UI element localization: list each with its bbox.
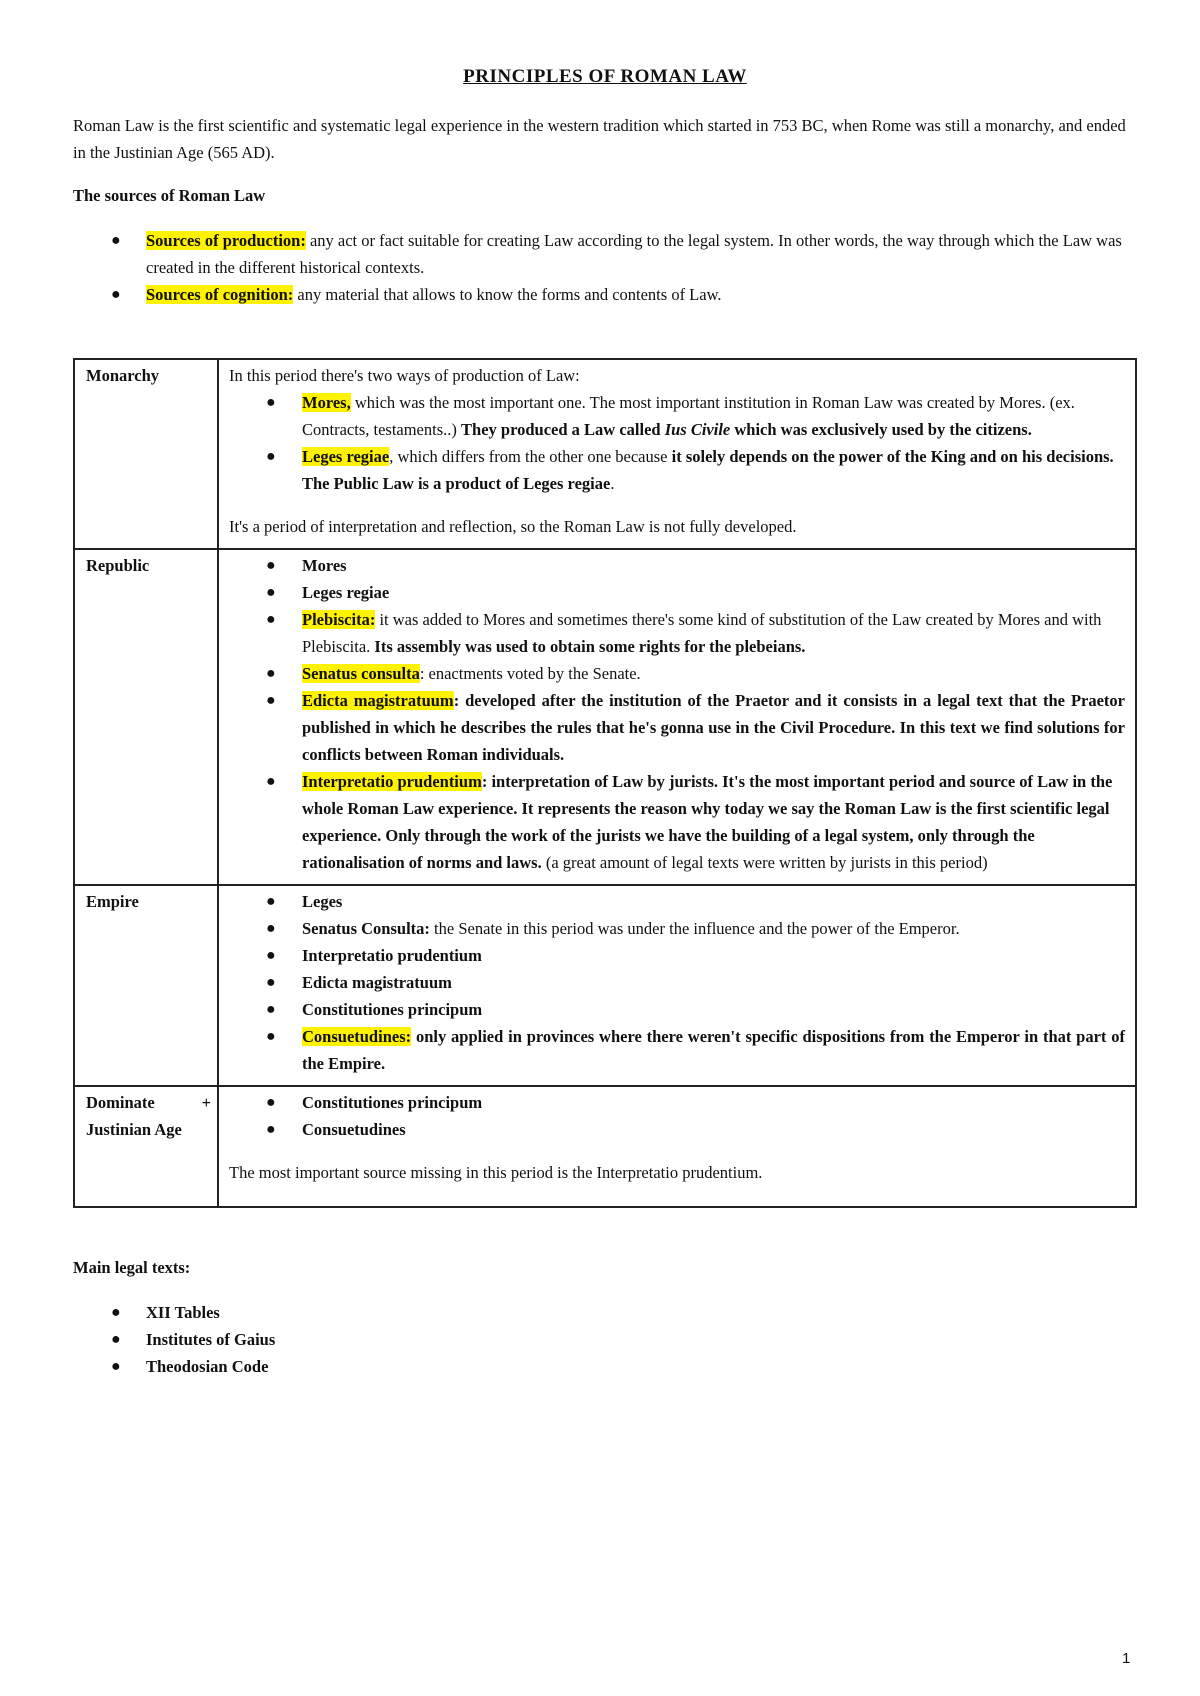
bullet-icon: ● (266, 557, 276, 574)
highlighted-term: Interpretatio prudentium (302, 772, 482, 791)
list-item (229, 1116, 1125, 1143)
list-item (229, 996, 1125, 1023)
sources-cell (218, 885, 1136, 1086)
sources-heading: The sources of Roman Law (73, 186, 266, 205)
item-bold-text: Senatus Consulta: (302, 919, 430, 938)
highlighted-term: Plebiscita: (302, 610, 376, 629)
list-item (73, 1299, 1137, 1326)
spacer (229, 1143, 1125, 1159)
list-item (229, 915, 1125, 942)
list-item (229, 443, 1125, 497)
bullet-icon: ● (266, 665, 276, 682)
main-texts-list (73, 1299, 1137, 1380)
highlighted-term: Leges regiae (302, 447, 390, 466)
bullet-icon: ● (111, 1358, 121, 1375)
table-row-republic (74, 549, 1136, 885)
list-item-text: XII Tables (146, 1303, 220, 1322)
item-bold-text: Leges regiae (302, 583, 390, 602)
item-text: the Senate in this period was under the influence and the power of the Emperor. (429, 919, 960, 938)
bullet-icon: ● (266, 611, 276, 628)
list-item (229, 579, 1125, 606)
list-item (229, 552, 1125, 579)
list-item (229, 942, 1125, 969)
highlighted-term: Consuetudines: (302, 1027, 412, 1046)
bullet-icon: ● (266, 1028, 276, 1045)
highlighted-term: Sources of cognition: (146, 285, 294, 304)
item-bold-text: : interpretation of Law by jurists. It's the most important period and source of Law in the whole Roman Law experience. It represents the reason why today we say the Roman Law is the first scientific legal experience. Only through the work of the jurists we have the building of a legal system, only through the rationalisation of norms and laws. (302, 772, 1113, 872)
spacer (229, 497, 1125, 513)
cell-lead: In this period there's two ways of production of Law: (229, 366, 580, 385)
bullet-icon: ● (266, 947, 276, 964)
list-item (229, 687, 1125, 768)
sources-cell (218, 549, 1136, 885)
period-label: Dominate (86, 1093, 155, 1112)
list-item (229, 389, 1125, 443)
highlighted-term: Sources of production: (146, 231, 306, 250)
page-number: 1 (1122, 1650, 1131, 1667)
item-text: , which differs from the other one because (389, 447, 672, 466)
item-bold-text: They produced a Law called (461, 420, 665, 439)
sources-cell (218, 359, 1136, 549)
item-bold-text: Mores (302, 556, 347, 575)
item-text: it was added to Mores and sometimes there's some kind of substitution of the Law created by Mores and with Plebiscita. (302, 610, 1102, 656)
item-bold-text: only applied in provinces where there weren't specific dispositions from the Emperor in that part of the Empire. (302, 1027, 1125, 1073)
bullet-icon: ● (266, 974, 276, 991)
period-line (86, 1089, 211, 1116)
list-item-text: any material that allows to know the forms and contents of Law. (293, 285, 722, 304)
highlighted-term: Edicta magistratuum (302, 691, 454, 710)
item-bold-text: Leges (302, 892, 343, 911)
item-italic-text: Ius Civile (664, 420, 731, 439)
item-bold-text: Constitutiones principum (302, 1000, 483, 1019)
cell-list (229, 552, 1125, 876)
bullet-icon: ● (266, 773, 276, 790)
item-bold-text: : developed after the institution of the Praetor and it consists in a legal text that the Praetor published in which he describes the rules that he's gonna use in the Civil Procedure. In this text we find solutions for conflicts between Roman individuals. (302, 691, 1125, 764)
cell-list (229, 888, 1125, 1077)
item-bold-text: Its assembly was used to obtain some rights for the plebeians. (374, 637, 806, 656)
intro-paragraph: Roman Law is the first scientific and systematic legal experience in the western tradition which started in 753 BC, when Rome was still a monarchy, and ended in the Justinian Age (565 AD). (73, 116, 1126, 162)
list-item (229, 1089, 1125, 1116)
list-item (229, 660, 1125, 687)
table-row-dominate (74, 1086, 1136, 1207)
item-bold-text: Consuetudines (302, 1120, 406, 1139)
list-item-text: any act or fact suitable for creating Law according to the legal system. In other words, the way through which the Law was created in the different historical contexts. (146, 231, 1122, 277)
bullet-icon: ● (266, 1121, 276, 1138)
item-text: . (610, 474, 615, 493)
period-cell: Empire (74, 885, 218, 1086)
period-plus: + (201, 1093, 211, 1112)
bullet-icon: ● (111, 286, 121, 303)
page-title: PRINCIPLES OF ROMAN LAW (463, 66, 747, 87)
item-bold-text: it solely depends on the power of the King and on his decisions. The Public Law is a product of Leges regiae (302, 447, 1114, 493)
bullet-icon: ● (266, 692, 276, 709)
periods-table (73, 358, 1137, 1208)
table-row-empire (74, 885, 1136, 1086)
bullet-icon: ● (266, 920, 276, 937)
list-item (229, 1023, 1125, 1077)
main-texts-heading: Main legal texts: (73, 1258, 191, 1277)
bullet-icon: ● (111, 232, 121, 249)
item-bold-text: Edicta magistratuum (302, 973, 452, 992)
highlighted-term: Senatus consulta (302, 664, 420, 683)
list-item (229, 606, 1125, 660)
item-bold-text: Interpretatio prudentium (302, 946, 482, 965)
bullet-icon: ● (111, 1304, 121, 1321)
bullet-icon: ● (266, 1094, 276, 1111)
list-item (73, 281, 1137, 308)
period-cell: Republic (74, 549, 218, 885)
item-bold-text: which was exclusively used by the citizens. (730, 420, 1032, 439)
sources-cell (218, 1086, 1136, 1207)
item-text: : enactments voted by the Senate. (419, 664, 641, 683)
cell-note: The most important source missing in this period is the Interpretatio prudentium. (229, 1163, 763, 1182)
period-cell: Monarchy (74, 359, 218, 549)
period-label: Justinian Age (86, 1120, 182, 1139)
list-item-text: Institutes of Gaius (146, 1330, 276, 1349)
list-item (229, 768, 1125, 876)
bullet-icon: ● (266, 1001, 276, 1018)
bullet-icon: ● (266, 893, 276, 910)
bullet-icon: ● (266, 394, 276, 411)
page-content (73, 66, 1137, 1380)
table-row-monarchy (74, 359, 1136, 549)
list-item (229, 969, 1125, 996)
list-item (229, 888, 1125, 915)
bullet-icon: ● (111, 1331, 121, 1348)
list-item (73, 1353, 1137, 1380)
list-item (73, 1326, 1137, 1353)
list-item (73, 227, 1137, 281)
item-text: (a great amount of legal texts were written by jurists in this period) (541, 853, 988, 872)
sources-list (73, 227, 1137, 308)
bullet-icon: ● (266, 584, 276, 601)
item-text: which was the most important one. The most important institution in Roman Law was created by Mores. (ex. Contracts, testaments..) (302, 393, 1075, 439)
cell-note: It's a period of interpretation and reflection, so the Roman Law is not fully developed. (229, 517, 797, 536)
period-cell (74, 1086, 218, 1207)
cell-list (229, 1089, 1125, 1143)
list-item-text: Theodosian Code (146, 1357, 269, 1376)
cell-list (229, 389, 1125, 497)
highlighted-term: Mores, (302, 393, 351, 412)
bullet-icon: ● (266, 448, 276, 465)
item-bold-text: Constitutiones principum (302, 1093, 483, 1112)
